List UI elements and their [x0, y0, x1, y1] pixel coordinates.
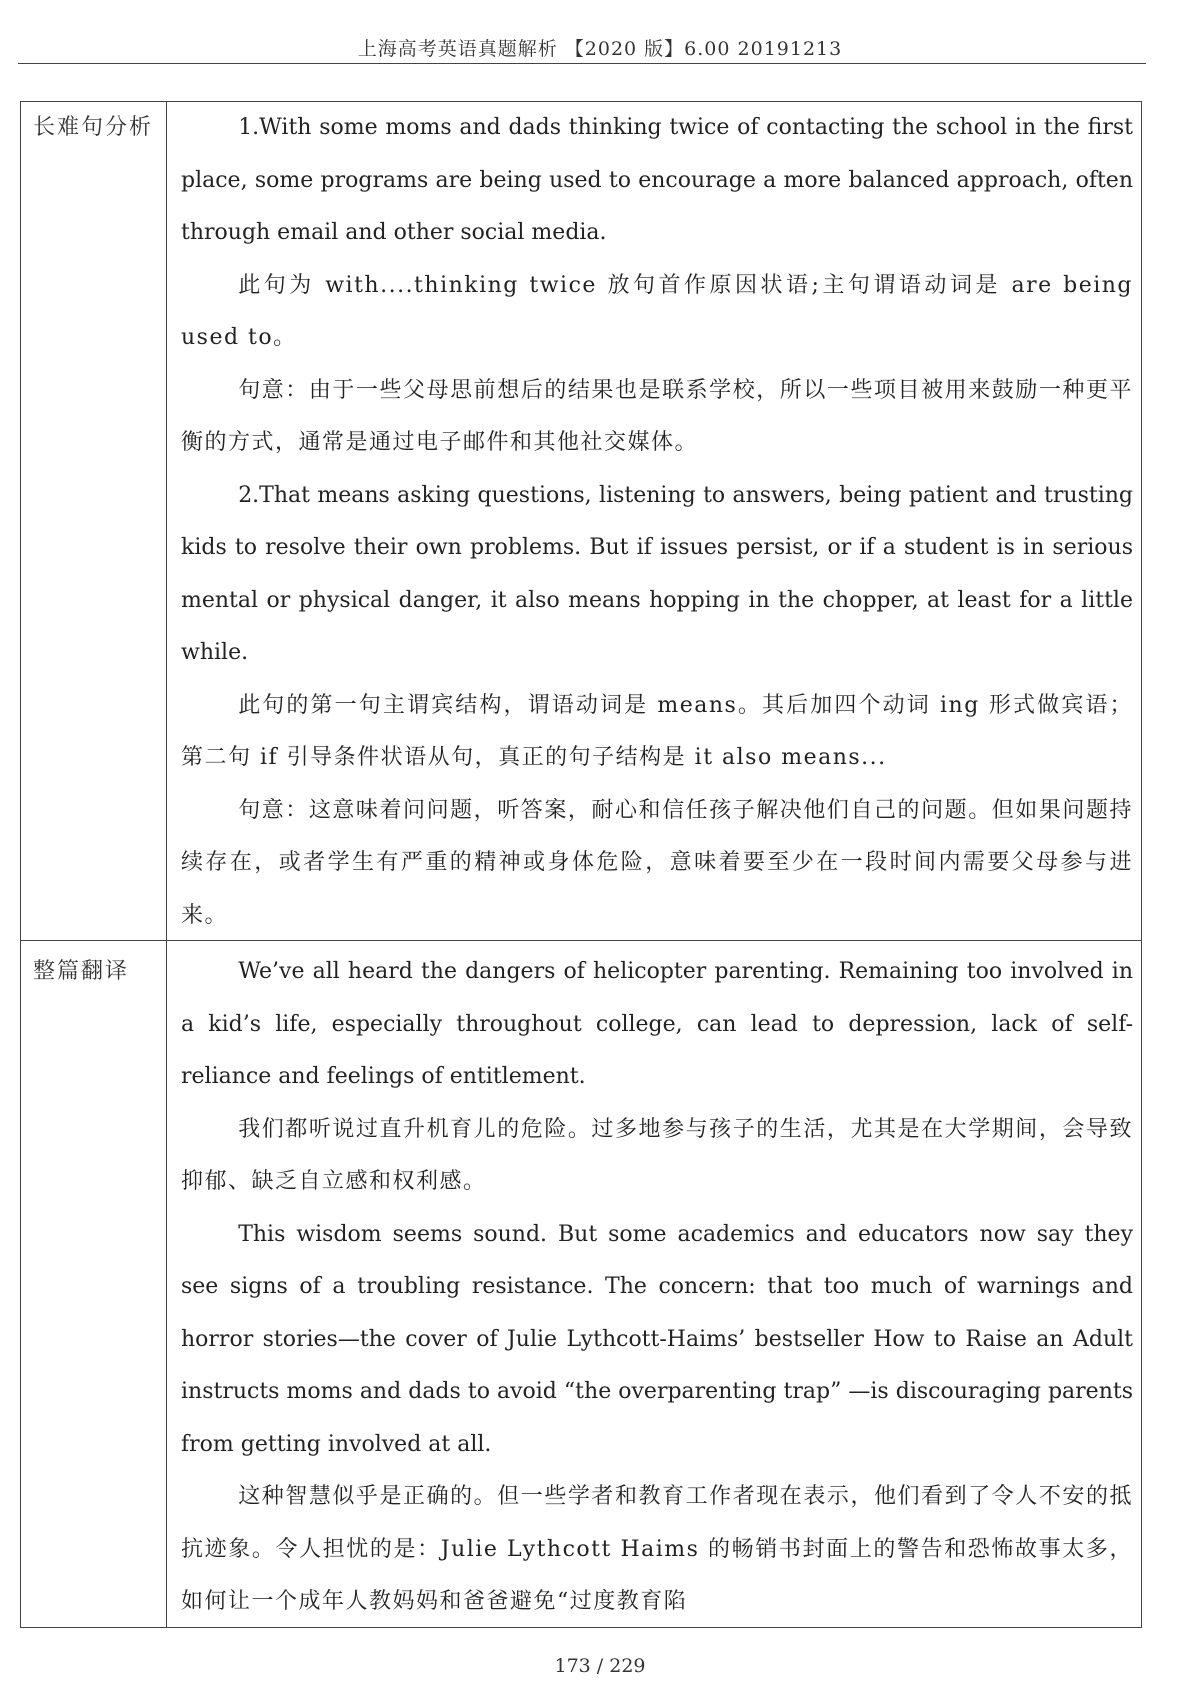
page-header: 上海高考英语真题解析 【2020 版】6.00 20191213: [357, 38, 843, 60]
paragraph: 我们都听说过直升机育儿的危险。过多地参与孩子的生活，尤其是在大学期间，会导致抑郁、缺乏自立感和权利感。: [181, 1116, 1133, 1194]
row-label-full-translation: 整篇翻译: [33, 959, 130, 984]
column-divider: [166, 102, 167, 1627]
sentence-analysis-content: [181, 102, 1133, 942]
full-translation-content: [181, 946, 1133, 1629]
paragraph: We’ve all heard the dangers of helicopter parenting. Remaining too involved in a kid’s life, especially throughout college, can lead to depression, lack of self-reliance and feelings of entitlement.: [181, 959, 1133, 1089]
header-divider: [18, 63, 1146, 64]
paragraph: 1.With some moms and dads thinking twice of contacting the school in the first place, some programs are being used to encourage a more balanced approach, often through email and other social media.: [181, 115, 1133, 245]
paragraph: 此句的第一句主谓宾结构，谓语动词是 means。其后加四个动词 ing 形式做宾语；第二句 if 引导条件状语从句，真正的句子结构是 it also means...: [181, 692, 1133, 770]
page-number: 173 / 229: [554, 1655, 646, 1677]
paragraph: 此句为 with....thinking twice 放句首作原因状语;主句谓语动词是 are being used to。: [181, 272, 1133, 350]
row-label-sentence-analysis: 长难句分析: [33, 115, 154, 140]
paragraph: 2.That means asking questions, listening to answers, being patient and trusting kids to resolve their own problems. But if issues persist, or if a student is in serious mental or physical danger, it also means hopping in the chopper, at least for a little while.: [181, 482, 1133, 665]
paragraph: 句意：这意味着问问题，听答案，耐心和信任孩子解决他们自己的问题。但如果问题持续存在，或者学生有严重的精神或身体危险，意味着要至少在一段时间内需要父母参与进来。: [181, 797, 1133, 928]
paragraph: 这种智慧似乎是正确的。但一些学者和教育工作者现在表示，他们看到了令人不安的抵抗迹象。令人担忧的是：Julie Lythcott Haims 的畅销书封面上的警告和恐怖故事太多，如何让一个成年人教妈妈和爸爸避免“过度教育陷: [181, 1484, 1133, 1614]
paragraph: 句意：由于一些父母思前想后的结果也是联系学校，所以一些项目被用来鼓励一种更平衡的方式，通常是通过电子邮件和其他社交媒体。: [181, 377, 1133, 455]
analysis-table: [20, 101, 1142, 1628]
paragraph: This wisdom seems sound. But some academics and educators now say they see signs of a troubling resistance. The concern: that too much of warnings and horror stories—the cover of Julie Lythcott-Haims’ bestseller How to Raise an Adult instructs moms and dads to avoid “the overparenting trap” —is discouraging parents from getting involved at all.: [181, 1221, 1133, 1457]
